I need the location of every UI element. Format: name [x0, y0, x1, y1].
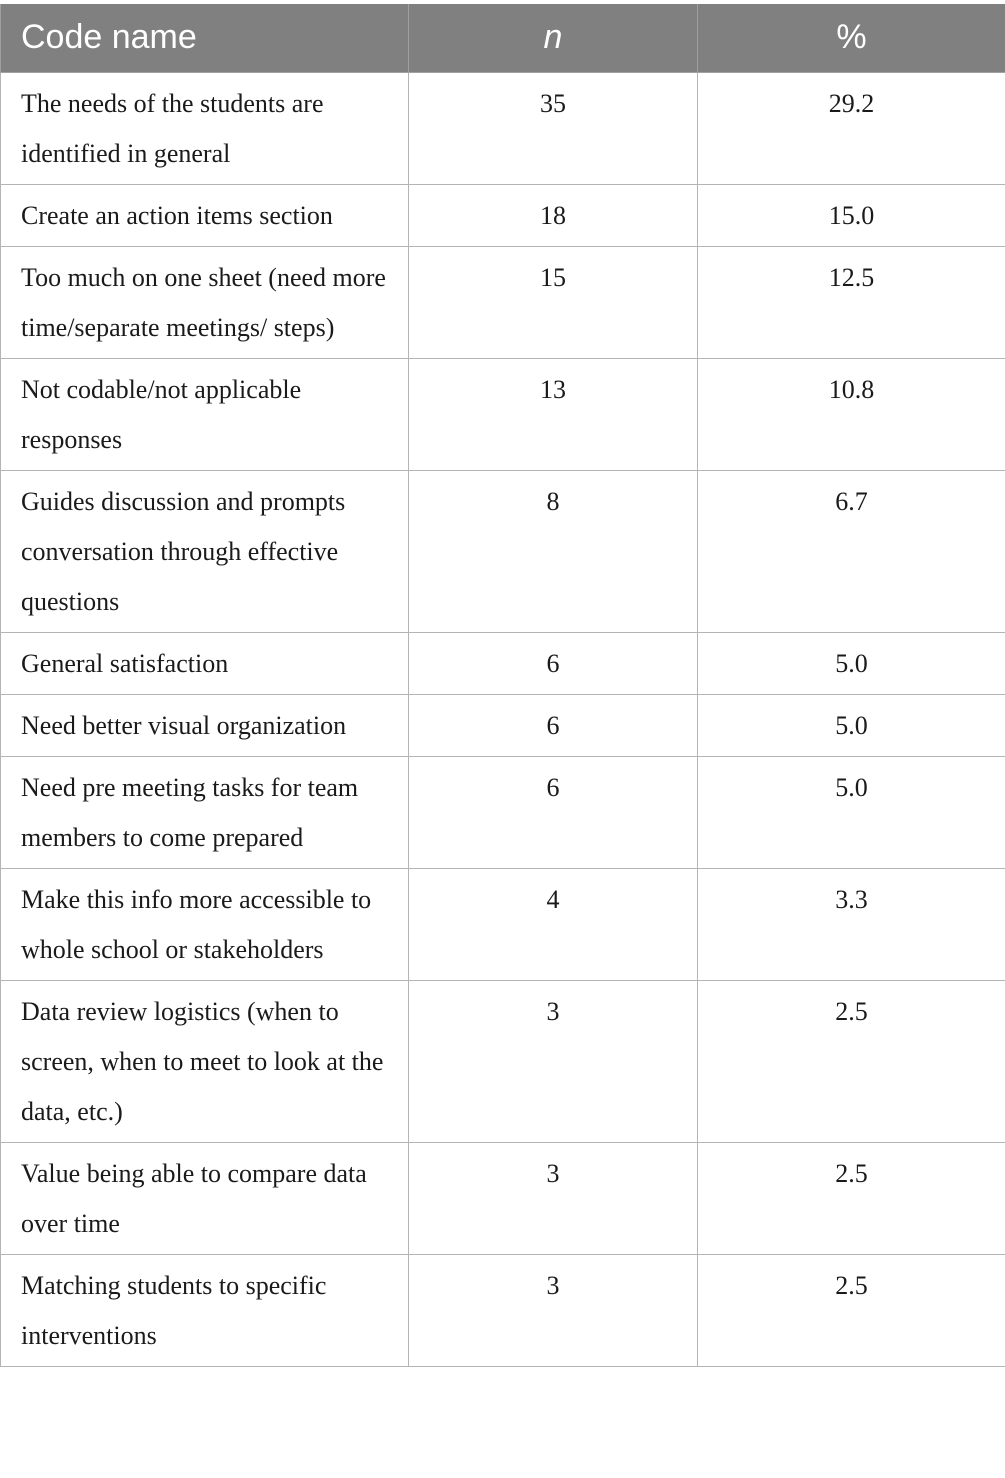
cell-code-name: General satisfaction	[1, 632, 409, 694]
cell-n: 35	[409, 72, 698, 184]
cell-n: 13	[409, 358, 698, 470]
table-row	[1, 694, 1005, 756]
cell-n: 3	[409, 1254, 698, 1366]
table-row	[1, 868, 1005, 980]
cell-code-name: Guides discussion and prompts conversation through effective questions	[1, 470, 409, 632]
table-row	[1, 632, 1005, 694]
header-row	[1, 4, 1005, 72]
cell-n: 6	[409, 756, 698, 868]
cell-n: 18	[409, 184, 698, 246]
cell-n: 3	[409, 980, 698, 1142]
cell-code-name: Not codable/not applicable responses	[1, 358, 409, 470]
cell-code-name: Create an action items section	[1, 184, 409, 246]
cell-code-name: Make this info more accessible to whole school or stakeholders	[1, 868, 409, 980]
cell-percent: 10.8	[698, 358, 1005, 470]
cell-n: 4	[409, 868, 698, 980]
cell-code-name: Value being able to compare data over time	[1, 1142, 409, 1254]
cell-percent: 5.0	[698, 756, 1005, 868]
cell-percent: 2.5	[698, 1254, 1005, 1366]
header-percent: %	[698, 4, 1005, 72]
cell-n: 6	[409, 632, 698, 694]
table-row	[1, 184, 1005, 246]
cell-n: 15	[409, 246, 698, 358]
cell-percent: 3.3	[698, 868, 1005, 980]
table-row	[1, 1142, 1005, 1254]
cell-code-name: Data review logistics (when to screen, when to meet to look at the data, etc.)	[1, 980, 409, 1142]
table-row	[1, 756, 1005, 868]
cell-percent: 5.0	[698, 632, 1005, 694]
cell-percent: 29.2	[698, 72, 1005, 184]
table-row	[1, 980, 1005, 1142]
cell-percent: 6.7	[698, 470, 1005, 632]
table-row	[1, 72, 1005, 184]
cell-percent: 2.5	[698, 980, 1005, 1142]
code-frequency-table	[0, 4, 1005, 1367]
cell-percent: 5.0	[698, 694, 1005, 756]
cell-code-name: The needs of the students are identified in general	[1, 72, 409, 184]
table-row	[1, 470, 1005, 632]
header-n: n	[409, 4, 698, 72]
cell-code-name: Need better visual organization	[1, 694, 409, 756]
table-row	[1, 246, 1005, 358]
table-body	[1, 72, 1005, 1366]
cell-percent: 2.5	[698, 1142, 1005, 1254]
cell-n: 6	[409, 694, 698, 756]
header-code-name: Code name	[1, 4, 409, 72]
table-row	[1, 1254, 1005, 1366]
cell-code-name: Too much on one sheet (need more time/separate meetings/ steps)	[1, 246, 409, 358]
cell-n: 3	[409, 1142, 698, 1254]
cell-percent: 12.5	[698, 246, 1005, 358]
table-row	[1, 358, 1005, 470]
cell-code-name: Matching students to specific interventions	[1, 1254, 409, 1366]
cell-percent: 15.0	[698, 184, 1005, 246]
cell-n: 8	[409, 470, 698, 632]
cell-code-name: Need pre meeting tasks for team members to come prepared	[1, 756, 409, 868]
table-header	[1, 4, 1005, 72]
